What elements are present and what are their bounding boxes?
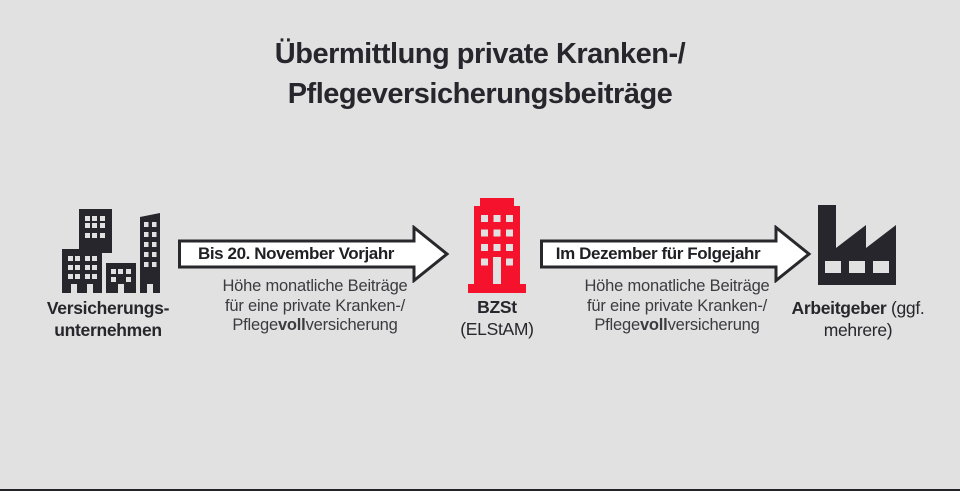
page-title [0, 34, 960, 114]
arrow1-description-line-1: Höhe monatliche Beiträge [222, 277, 408, 295]
page-title-line-1: Übermittlung private Kranken-/ [274, 38, 686, 70]
insurer-label [25, 298, 191, 341]
arrow1-desc-suffix: versicherung [305, 316, 398, 334]
factory-icon [813, 202, 901, 285]
employer-label [783, 298, 933, 341]
arrow1-description [186, 277, 444, 336]
arrow2-description-line-1: Höhe monatliche Beiträge [584, 277, 770, 295]
arrow1-description-line-2: für eine private Kranken-/ [224, 296, 406, 315]
arrow2-desc-bold: voll [639, 316, 668, 334]
arrow1-description-line-3 [186, 316, 444, 336]
arrow2-deadline-label: Im Dezember für Folgejahr [555, 244, 761, 263]
arrow2-desc-prefix: Pflege [594, 316, 640, 334]
bzst-name: BZSt [477, 297, 517, 317]
arrow1-desc-prefix: Pflege [232, 316, 278, 334]
bzst-label [432, 297, 562, 340]
arrow2-description [548, 277, 806, 336]
authority-building-icon [467, 198, 527, 293]
bzst-system: (ELStAM) [460, 318, 534, 339]
employer-name: Arbeitgeber [791, 298, 887, 318]
insurer-label-line-2: unternehmen [54, 319, 162, 340]
employer-label-line-2: mehrere) [823, 319, 893, 340]
arrow1-deadline-label: Bis 20. November Vorjahr [197, 244, 395, 263]
page-title-line-2: Pflegeversicherungsbeiträge [287, 78, 673, 110]
insurer-label-line-1: Versicherungs- [46, 298, 170, 318]
arrow2-description-line-2: für eine private Kranken-/ [586, 296, 768, 315]
arrow1-desc-bold: voll [277, 316, 306, 334]
arrow2-description-line-3 [548, 316, 806, 336]
city-buildings-icon [58, 209, 160, 293]
employer-label-line-1 [783, 298, 933, 320]
employer-suffix: (ggf. [886, 298, 925, 318]
arrow2-desc-suffix: versicherung [667, 316, 760, 334]
